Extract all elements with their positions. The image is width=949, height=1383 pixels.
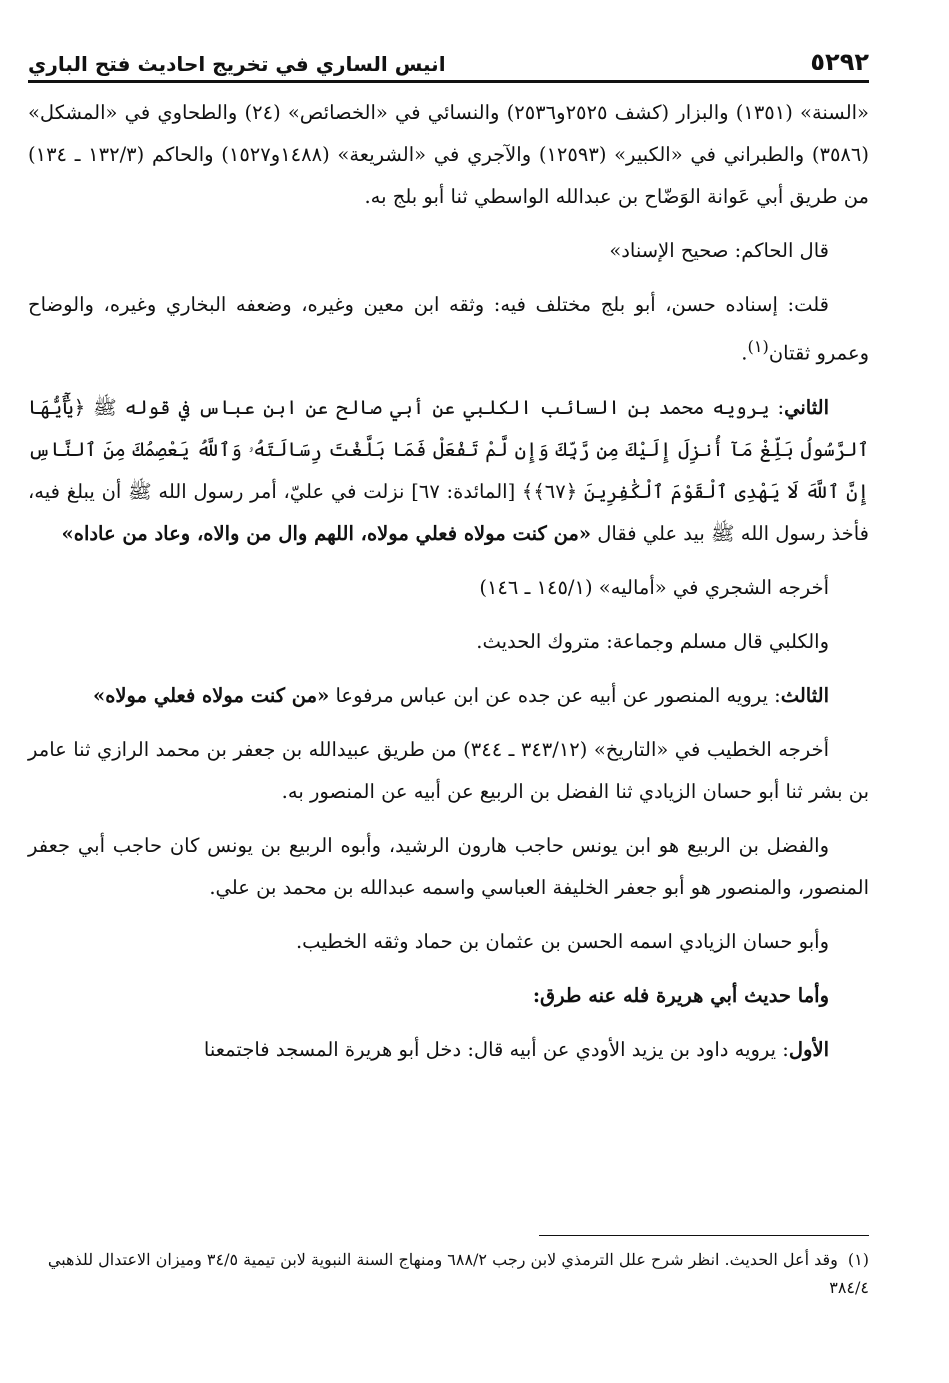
- body-text: [28, 92, 869, 1083]
- quran-verse: ﴿يَٰٓأَيُّهَا ٱلرَّسُولُ بَلِّغْ مَآ أُنزِلَ إِلَيْكَ مِن رَّبِّكَ وَإِن لَّمْ تَفْعَلْ فَمَا بَلَّغْتَ رِسَالَتَهُۥ وَٱللَّهُ يَعْصِمُكَ مِنَ ٱلنَّاسِ إِنَّ ٱللَّهَ لَا يَهْدِى ٱلْقَوْمَ ٱلْكَٰفِرِينَ ﴿٦٧﴾﴾: [28, 395, 869, 503]
- paragraph-3-text: قلت: إسناده حسن، أبو بلج مختلف فيه: وثقه ابن معين وغيره، وضعفه البخاري وغيره، والوضاح وعمرو ثقتان: [28, 293, 869, 365]
- running-title: انيس الساري في تخريج احاديث فتح الباري: [28, 52, 446, 76]
- footnote-text: وقد أعل الحديث. انظر شرح علل الترمذي لابن رجب ٦٨٨/٢ ومنهاج السنة النبوية لابن تيمية ٣٤/٥ وميزان الاعتدال للذهبي ٣٨٤/٤: [47, 1250, 869, 1297]
- section-label-third: الثالث: [780, 683, 829, 707]
- paragraph-4-intro: : يرويه محمد بن السائب الكلبي عن أبي صالح عن ابن عباس في قوله ﷺ: [93, 395, 785, 419]
- hadith-text-2: «من كنت مولاه فعلي مولاه»: [93, 683, 330, 707]
- paragraph-10: وأبو حسان الزيادي اسمه الحسن بن عثمان بن حماد وثقه الخطيب.: [295, 929, 829, 953]
- paragraph-4: [28, 387, 869, 555]
- footnote-ref: (١): [747, 337, 769, 356]
- paragraph-9: والفضل بن الربيع هو ابن يونس حاجب هارون الرشيد، وأبوه الربيع بن يونس كان حاجب أبي جعفر المنصور، والمنصور هو أبو جعفر الخليفة العباسي واسمه عبدالله بن محمد بن علي.: [28, 833, 869, 899]
- paragraph-11: وأما حديث أبي هريرة فله عنه طرق:: [532, 983, 829, 1007]
- footnotes: [28, 1246, 869, 1302]
- footnote-divider: [539, 1235, 869, 1236]
- paragraph-4-rest: [المائدة: ٦٧] نزلت في عليّ، أمر رسول الله ﷺ أن يبلغ فيه، فأخذ رسول الله ﷺ بيد علي فقال: [28, 479, 869, 545]
- paragraph-8: أخرجه الخطيب في «التاريخ» (٣٤٣/١٢ ـ ٣٤٤) من طريق عبيدالله بن جعفر بن محمد الرازي ثنا عامر بن بشر ثنا أبو حسان الزيادي ثنا الفضل بن الربيع عن أبيه عن المنصور به.: [28, 737, 869, 803]
- paragraph-2: قال الحاكم: صحيح الإسناد»: [609, 239, 829, 262]
- page-number: ٥٢٩٢: [810, 48, 869, 76]
- paragraph-6: والكلبي قال مسلم وجماعة: متروك الحديث.: [476, 629, 829, 653]
- header-divider: [28, 80, 869, 83]
- section-label-first: الأول: [788, 1037, 829, 1061]
- paragraph-7-intro: : يرويه المنصور عن أبيه عن جده عن ابن عباس مرفوعا: [329, 683, 781, 707]
- paragraph-12: [28, 1029, 869, 1071]
- page-header: [28, 32, 869, 76]
- paragraph-3: قلت: إسناده حسن، أبو بلج مختلف فيه: وثقه ابن معين وغيره، وضعفه البخاري وغيره، والوضاح وعمرو ثقتان$^{(١)}$.: [28, 293, 869, 365]
- paragraph-5: أخرجه الشجري في «أماليه» (١٤٥/١ ـ ١٤٦): [479, 575, 829, 599]
- paragraph-12-text: : يرويه داود بن يزيد الأودي عن أبيه قال: دخل أبو هريرة المسجد فاجتمعنا: [203, 1037, 789, 1061]
- paragraph-7: [28, 675, 869, 717]
- paragraph-1: «السنة» (١٣٥١) والبزار (كشف ٢٥٢٥و٢٥٣٦) والنسائي في «الخصائص» (٢٤) والطحاوي في «المشكل» (٣٥٨٦) والطبراني في «الكبير» (١٢٥٩٣) والآجري في «الشريعة» (١٤٨٨و١٥٢٧) والحاكم (١٣٢/٣ ـ ١٣٤) من طريق أبي عَوانة الوَضّاح بن عبدالله الواسطي ثنا أبو بلج به.: [28, 101, 869, 208]
- hadith-text: «من كنت مولاه فعلي مولاه، اللهم وال من والاه، وعاد من عاداه»: [61, 521, 592, 545]
- section-label-second: الثاني: [784, 395, 829, 419]
- footnote-mark: (١): [847, 1250, 869, 1269]
